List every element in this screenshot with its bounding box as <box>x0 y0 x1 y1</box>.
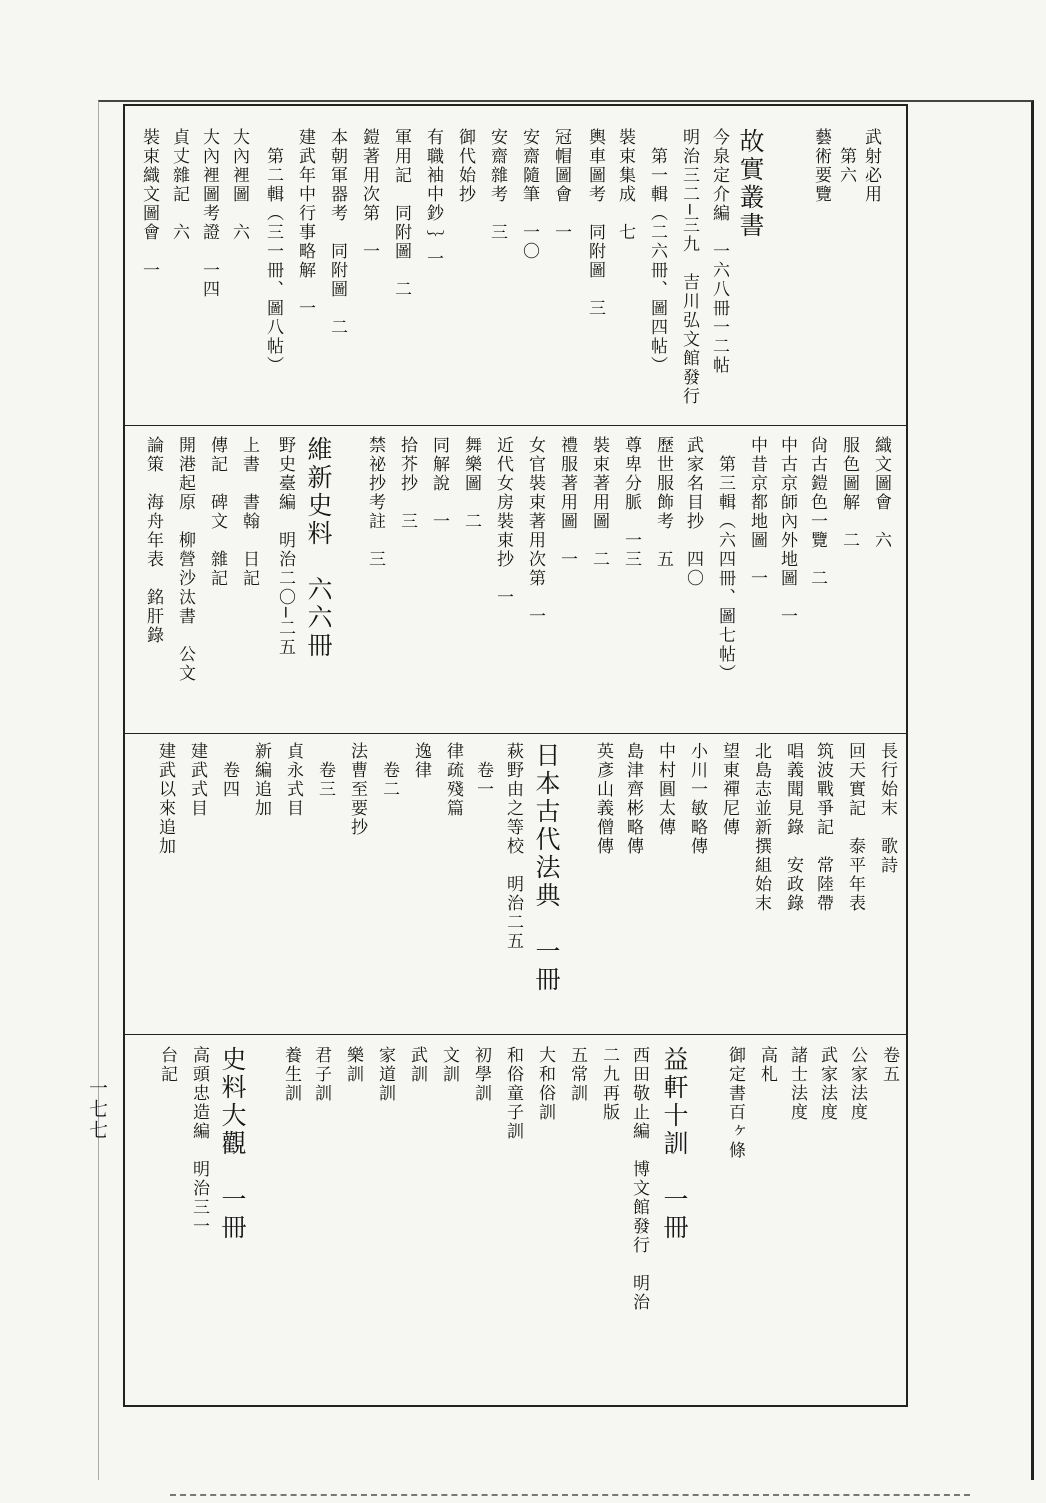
entry: 尊卑分脈 一三 <box>621 436 641 569</box>
entry: 今泉定介編 一六八冊一二帖 <box>709 128 729 375</box>
entry: 卷三 <box>315 742 335 799</box>
entry: 卷一 <box>473 742 493 799</box>
entry: 武家法度 <box>817 1046 837 1122</box>
volume-heading: 第一輯（二六冊、圖四帖） <box>647 128 667 375</box>
entry: 建武以來追加 <box>155 742 175 856</box>
entry: 舞樂圖 二 <box>461 436 481 531</box>
entry: 明治三二─三九 吉川弘文館發行 <box>679 128 699 407</box>
entry: 第六 <box>836 128 856 185</box>
entry: 安齋隨筆 一〇 <box>519 128 539 261</box>
entry: 女官裝束著用次第 一 <box>525 436 545 626</box>
series-title: 益軒十訓 一冊 <box>660 1046 689 1242</box>
section-divider <box>125 1034 906 1035</box>
entry: 二九再版 <box>599 1046 619 1122</box>
entry: 島津齊彬略傳 <box>623 742 643 856</box>
entry: 開港起原 柳營沙汰書 公文 <box>175 436 195 683</box>
entry: 論策 海舟年表 銘肝錄 <box>143 436 163 645</box>
volume-heading: 第二輯（三一冊、圖八帖） <box>263 128 283 375</box>
entry: 中古京師內外地圖 一 <box>777 436 797 626</box>
entry: 上書 書翰 日記 <box>239 436 259 588</box>
entry: 禁祕抄考註 三 <box>365 436 385 569</box>
entry: 長行始末 歌詩 <box>877 742 897 875</box>
entry: 服色圖解 二 <box>839 436 859 550</box>
series-title: 日本古代法典 一冊 <box>532 742 561 994</box>
entry: 建武式目 <box>187 742 207 818</box>
entry: 拾芥抄 三 <box>397 436 417 531</box>
entry: 北島志並新撰組始末 <box>751 742 771 913</box>
entry: 輿車圖考 同附圖 三 <box>585 128 605 318</box>
entry: 有職袖中鈔 ｝一 <box>423 128 443 269</box>
entry: 中昔京都地圖 一 <box>747 436 767 588</box>
entry: 英彥山義僧傳 <box>593 742 613 856</box>
entry: 法曹至要抄 <box>347 742 367 837</box>
entry: 中村圓太傳 <box>655 742 675 837</box>
entry: 高札 <box>757 1046 777 1084</box>
bottom-edge-marks <box>170 1494 970 1498</box>
entry: 貞丈雜記 六 <box>169 128 189 242</box>
entry: 武家名目抄 四〇 <box>683 436 703 588</box>
entry: 初學訓 <box>471 1046 491 1103</box>
entry: 裝束著用圖 二 <box>589 436 609 569</box>
entry: 御代始抄 <box>455 128 475 204</box>
entry: 新編追加 <box>251 742 271 818</box>
entry: 律疏殘篇 <box>443 742 463 818</box>
entry: 裝束織文圖會 一 <box>139 128 159 280</box>
entry: 西田敬止編 博文館發行 明治 <box>629 1046 649 1312</box>
section-divider <box>125 733 906 734</box>
entry: 小川一敏略傳 <box>687 742 707 856</box>
entry: 和俗童子訓 <box>503 1046 523 1141</box>
entry: 卷二 <box>379 742 399 799</box>
entry: 藝術要覽 <box>811 128 831 204</box>
entry: 筑波戰爭記 常陸帶 <box>813 742 833 913</box>
entry: 傳記 碑文 雜記 <box>207 436 227 588</box>
entry: 高頭忠造編 明治三一 <box>189 1046 209 1236</box>
series-title: 史料大觀 一冊 <box>218 1046 247 1242</box>
entry: 大內裡圖 六 <box>229 128 249 242</box>
entry: 武訓 <box>407 1046 427 1084</box>
entry: 逸律 <box>411 742 431 780</box>
entry: 大內裡圖考證 一四 <box>199 128 219 299</box>
entry: 卷四 <box>219 742 239 799</box>
entry: 公家法度 <box>847 1046 867 1122</box>
entry: 御定書百ヶ條 <box>725 1046 745 1160</box>
entry: 君子訓 <box>311 1046 331 1103</box>
entry: 大和俗訓 <box>535 1046 555 1122</box>
entry: 台記 <box>157 1046 177 1084</box>
entry: 冠帽圖會 一 <box>551 128 571 242</box>
entry: 養生訓 <box>281 1046 301 1103</box>
entry: 萩野由之等校 明治二五 <box>503 742 523 951</box>
entry: 卷五 <box>879 1046 899 1084</box>
entry: 軍用記 同附圖 二 <box>391 128 411 299</box>
entry: 望東禪尼傳 <box>719 742 739 837</box>
entry: 同解說 一 <box>429 436 449 531</box>
volume-heading: 第三輯（六四冊、圖七帖） <box>715 436 735 683</box>
entry: 尙古鎧色一覽 二 <box>807 436 827 588</box>
entry: 野史臺編 明治二〇─二五 <box>275 436 295 658</box>
entry: 貞永式目 <box>283 742 303 818</box>
entry: 樂訓 <box>343 1046 363 1084</box>
section-divider <box>125 425 906 426</box>
entry: 裝束集成 七 <box>615 128 635 242</box>
entry: 武射必用 <box>861 128 881 204</box>
entry: 五常訓 <box>567 1046 587 1103</box>
entry: 鎧著用次第 一 <box>359 128 379 261</box>
entry: 織文圖會 六 <box>871 436 891 550</box>
series-title: 故實叢書 <box>736 128 765 240</box>
entry: 建武年中行事略解 一 <box>295 128 315 318</box>
entry: 唱義聞見錄 安政錄 <box>783 742 803 913</box>
page-number: 一七七 <box>86 1078 108 1141</box>
series-title: 維新史料 六六冊 <box>304 436 333 660</box>
entry: 安齋雜考 三 <box>487 128 507 242</box>
entry: 禮服著用圖 一 <box>557 436 577 569</box>
entry: 回天實記 泰平年表 <box>845 742 865 913</box>
entry: 諸士法度 <box>787 1046 807 1122</box>
entry: 本朝軍器考 同附圖 二 <box>327 128 347 337</box>
entry: 歷世服飾考 五 <box>653 436 673 569</box>
entry: 家道訓 <box>375 1046 395 1103</box>
entry: 文訓 <box>439 1046 459 1084</box>
entry: 近代女房裝束抄 一 <box>493 436 513 607</box>
